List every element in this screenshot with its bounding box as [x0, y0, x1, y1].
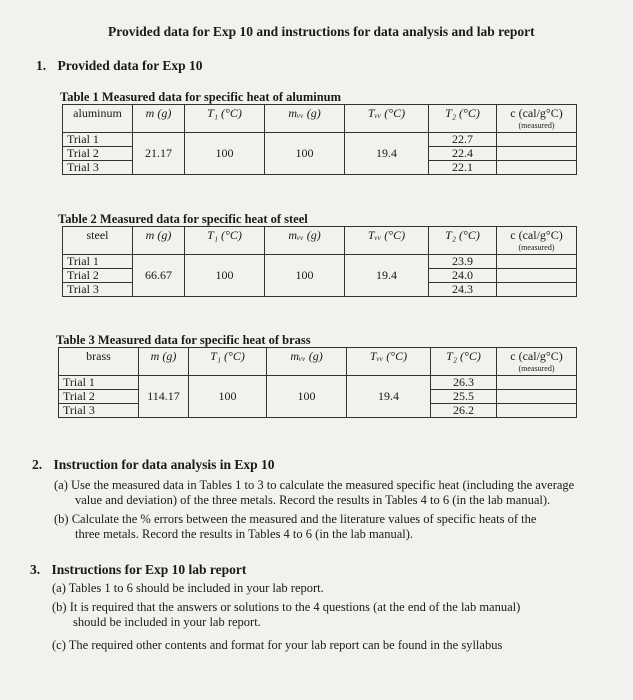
trial-label: Trial 1 — [59, 376, 139, 390]
section-1-heading — [36, 58, 203, 74]
t2-value: 26.2 — [431, 404, 497, 418]
tw-header: Tᵥᵥ (°C) — [347, 348, 431, 376]
trial-label: Trial 2 — [63, 147, 133, 161]
mass-header: m (g) — [133, 105, 185, 133]
table-header-row — [63, 227, 577, 255]
item-label: (b) — [52, 600, 67, 614]
mass-value: 114.17 — [139, 376, 189, 418]
item-text: The required other contents and format for your lab report can be found in the syllabus — [68, 638, 503, 652]
item-text: Tables 1 to 6 should be included in your lab report. — [68, 581, 324, 595]
t2-value: 22.7 — [429, 133, 497, 147]
section-3-heading — [30, 562, 246, 578]
table-2 — [62, 226, 577, 297]
tw-value: 19.4 — [345, 133, 429, 175]
mass-value: 21.17 — [133, 133, 185, 175]
c-value-empty — [497, 269, 577, 283]
t2-value: 22.1 — [429, 161, 497, 175]
trial-label: Trial 3 — [63, 283, 133, 297]
tw-header: Tᵥᵥ (°C) — [345, 105, 429, 133]
c-value-empty — [497, 283, 577, 297]
item-text-cont: three metals. Record the results in Tables 4 to 6 (in the lab manual). — [75, 527, 414, 541]
metal-header: brass — [59, 348, 139, 376]
table-header-row — [63, 105, 577, 133]
specific-heat-header — [497, 227, 577, 255]
table-row — [63, 255, 577, 269]
section-3-number: 3. — [30, 562, 41, 577]
t2-value: 24.0 — [429, 269, 497, 283]
table-1-caption: Table 1 Measured data for specific heat of aluminum — [60, 90, 342, 104]
trial-label: Trial 1 — [63, 133, 133, 147]
c-value-empty — [497, 376, 577, 390]
t1-header: T₁ (°C) — [185, 227, 265, 255]
measured-note: (measured) — [518, 243, 555, 252]
section-3-title: Instructions for Exp 10 lab report — [51, 562, 247, 577]
item-label: (a) — [52, 581, 66, 595]
c-value-empty — [497, 390, 577, 404]
t2-value: 25.5 — [431, 390, 497, 404]
table-3 — [58, 347, 577, 418]
item-label: (c) — [52, 638, 66, 652]
t2-header: T₂ (°C) — [431, 348, 497, 376]
section-2-item-a — [54, 478, 629, 508]
mw-header: mᵥᵥ (g) — [265, 105, 345, 133]
t1-value: 100 — [185, 133, 265, 175]
t2-value: 22.4 — [429, 147, 497, 161]
t2-header: T₂ (°C) — [429, 227, 497, 255]
table-3-caption: Table 3 Measured data for specific heat of brass — [56, 333, 311, 347]
table-row — [63, 133, 577, 147]
measured-note: (measured) — [518, 121, 555, 130]
mw-value: 100 — [265, 133, 345, 175]
t1-value: 100 — [185, 255, 265, 297]
specific-heat-header — [497, 105, 577, 133]
table-row — [59, 376, 577, 390]
item-label: (a) — [54, 478, 68, 492]
tw-header: Tᵥᵥ (°C) — [345, 227, 429, 255]
tw-value: 19.4 — [345, 255, 429, 297]
tw-value: 19.4 — [347, 376, 431, 418]
mass-header: m (g) — [139, 348, 189, 376]
section-1-title: Provided data for Exp 10 — [57, 58, 203, 73]
item-text: Use the measured data in Tables 1 to 3 to calculate the measured specific heat (including the average — [71, 478, 575, 492]
section-3-item-c — [52, 638, 627, 653]
c-label: c (cal/g°C) — [510, 106, 563, 120]
t2-header: T₂ (°C) — [429, 105, 497, 133]
c-value-empty — [497, 147, 577, 161]
item-text: It is required that the answers or solutions to the 4 questions (at the end of the lab manual) — [69, 600, 521, 614]
mw-header: mᵥᵥ (g) — [267, 348, 347, 376]
t2-value: 23.9 — [429, 255, 497, 269]
item-text: Calculate the % errors between the measured and the literature values of specific heats of the — [71, 512, 537, 526]
section-2-number: 2. — [32, 457, 43, 472]
t2-value: 26.3 — [431, 376, 497, 390]
section-2-heading — [32, 457, 275, 473]
c-label: c (cal/g°C) — [510, 228, 563, 242]
trial-label: Trial 3 — [59, 404, 139, 418]
c-value-empty — [497, 161, 577, 175]
c-label: c (cal/g°C) — [510, 349, 563, 363]
trial-label: Trial 2 — [63, 269, 133, 283]
section-3-item-a — [52, 581, 627, 596]
trial-label: Trial 1 — [63, 255, 133, 269]
t1-header: T₁ (°C) — [185, 105, 265, 133]
mw-value: 100 — [265, 255, 345, 297]
t1-value: 100 — [189, 376, 267, 418]
metal-header: steel — [63, 227, 133, 255]
mass-header: m (g) — [133, 227, 185, 255]
table-header-row — [59, 348, 577, 376]
mass-value: 66.67 — [133, 255, 185, 297]
c-value-empty — [497, 133, 577, 147]
section-3-item-b — [52, 600, 627, 630]
section-2-item-b — [54, 512, 629, 542]
mw-header: mᵥᵥ (g) — [265, 227, 345, 255]
trial-label: Trial 3 — [63, 161, 133, 175]
measured-note: (measured) — [518, 364, 555, 373]
item-text-cont: should be included in your lab report. — [73, 615, 261, 629]
trial-label: Trial 2 — [59, 390, 139, 404]
metal-header: aluminum — [63, 105, 133, 133]
section-1-number: 1. — [36, 58, 47, 73]
c-value-empty — [497, 255, 577, 269]
section-2-title: Instruction for data analysis in Exp 10 — [53, 457, 275, 472]
mw-value: 100 — [267, 376, 347, 418]
table-1 — [62, 104, 577, 175]
specific-heat-header — [497, 348, 577, 376]
c-value-empty — [497, 404, 577, 418]
item-text-cont: value and deviation) of the three metals. Record the results in Tables 4 to 6 (in the lab manual). — [75, 493, 551, 507]
table-2-caption: Table 2 Measured data for specific heat of steel — [58, 212, 308, 226]
page-title: Provided data for Exp 10 and instructions for data analysis and lab report — [108, 24, 535, 39]
t1-header: T₁ (°C) — [189, 348, 267, 376]
item-label: (b) — [54, 512, 69, 526]
t2-value: 24.3 — [429, 283, 497, 297]
